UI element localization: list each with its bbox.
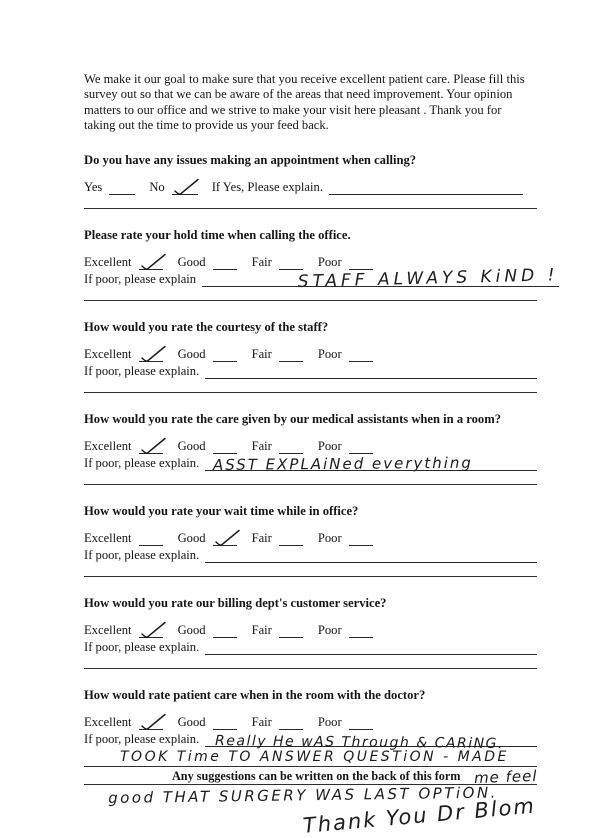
rating-option-excellent: [84, 254, 163, 270]
rating-option-label: Good: [177, 530, 206, 545]
rating-option-label: Poor: [317, 622, 342, 637]
rating-option-poor: [318, 714, 373, 730]
checkmark-icon: [140, 345, 167, 364]
explain-blank[interactable]: [205, 453, 537, 474]
handwritten-response: STAFF ALWAYS KiND !: [297, 264, 559, 292]
rating-blank-poor[interactable]: [349, 440, 373, 454]
question-hold-time: [84, 227, 559, 301]
question-doctor: [84, 688, 537, 838]
explain-label: If poor, please explain: [84, 271, 197, 286]
explain-label: If poor, please explain.: [84, 547, 200, 562]
explain-blank[interactable]: [205, 641, 537, 655]
section-divider: [84, 208, 537, 209]
section-divider: [84, 576, 537, 577]
explain-blank[interactable]: [205, 365, 537, 379]
q1-answer-row: [84, 179, 537, 195]
rating-blank-fair[interactable]: [279, 256, 303, 270]
rating-option-label: Excellent: [84, 438, 132, 453]
checkmark-icon: [140, 253, 167, 272]
checkmark-icon: [173, 178, 200, 197]
rating-option-label: Excellent: [84, 346, 132, 361]
rating-row: [84, 438, 537, 454]
question-medical-assistants: [84, 412, 537, 485]
rating-row: [84, 530, 537, 546]
explain-row: [84, 731, 537, 752]
rating-option-label: Good: [177, 346, 206, 361]
rating-blank-excellent[interactable]: [139, 348, 163, 362]
rating-option-label: Good: [177, 714, 206, 729]
question-heading: How would you rate your wait time while in office?: [84, 503, 359, 518]
section-divider: [84, 300, 537, 301]
rating-option-label: Fair: [251, 530, 272, 545]
rating-option-good: [178, 622, 237, 638]
explain-blank[interactable]: [329, 181, 523, 195]
rating-option-poor: [318, 530, 373, 546]
rating-option-label: Good: [177, 438, 206, 453]
handwritten-response: Really He wAS Through & CARiNG.: [215, 732, 505, 752]
explain-row: [84, 264, 559, 292]
rating-blank-poor[interactable]: [349, 348, 373, 362]
rating-option-excellent: [84, 622, 163, 638]
rating-option-label: Poor: [317, 346, 342, 361]
rating-option-label: Excellent: [84, 714, 132, 729]
checkmark-icon: [140, 713, 167, 732]
question-appointment: [84, 153, 537, 209]
question-heading: Do you have any issues making an appointment when calling?: [84, 152, 417, 167]
rating-blank-poor[interactable]: [349, 716, 373, 730]
explain-blank[interactable]: [202, 264, 559, 292]
rating-option-label: Good: [177, 254, 206, 269]
rating-option-label: Poor: [317, 714, 342, 729]
question-heading: Please rate your hold time when calling the office.: [84, 227, 351, 242]
rating-option-fair: [252, 438, 303, 454]
rating-blank-good[interactable]: [213, 716, 237, 730]
checkmark-icon: [140, 621, 167, 640]
rating-option-label: Fair: [251, 346, 272, 361]
question-wait-time: [84, 504, 537, 577]
rating-blank-poor[interactable]: [349, 624, 373, 638]
rating-blank-excellent[interactable]: [139, 256, 163, 270]
rating-blank-good[interactable]: [213, 348, 237, 362]
rating-option-label: Poor: [317, 530, 342, 545]
section-divider: [84, 668, 537, 669]
question-heading: How would you rate the courtesy of the staff?: [84, 319, 329, 334]
rating-option-good: [178, 254, 237, 270]
rating-option-excellent: [84, 438, 163, 454]
handwritten-footer-line: good THAT SURGERY WAS LAST OPTiON.: [108, 783, 498, 807]
rating-option-poor: [318, 438, 373, 454]
rating-option-excellent: [84, 530, 163, 546]
explain-label: If poor, please explain.: [84, 639, 200, 654]
section-divider: [84, 484, 537, 485]
rating-blank-good[interactable]: [213, 256, 237, 270]
rating-blank-good[interactable]: [213, 624, 237, 638]
rating-option-label: Excellent: [84, 254, 132, 269]
rating-option-good: [178, 438, 237, 454]
question-billing: [84, 596, 537, 669]
rating-blank-excellent[interactable]: [139, 440, 163, 454]
no-label: No: [149, 179, 165, 194]
rating-blank-fair[interactable]: [279, 532, 303, 546]
explain-label: If poor, please explain.: [84, 363, 200, 378]
rating-blank-fair[interactable]: [279, 348, 303, 362]
rating-option-label: Poor: [317, 438, 342, 453]
rating-option-poor: [318, 346, 373, 362]
rating-row: [84, 714, 537, 730]
rating-blank-excellent[interactable]: [139, 532, 163, 546]
rating-option-good: [178, 714, 237, 730]
rating-option-good: [178, 530, 237, 546]
rating-option-excellent: [84, 346, 163, 362]
rating-blank-fair[interactable]: [279, 716, 303, 730]
handwritten-response: ASST EXPLAiNed everything: [213, 453, 474, 474]
explain-row: [84, 547, 537, 563]
rating-option-label: Excellent: [84, 622, 132, 637]
rating-blank-excellent[interactable]: [139, 624, 163, 638]
rating-blank-fair[interactable]: [279, 624, 303, 638]
explain-label: If poor, please explain.: [84, 455, 200, 470]
rating-option-fair: [252, 714, 303, 730]
rating-option-fair: [252, 254, 303, 270]
rating-blank-good[interactable]: [213, 440, 237, 454]
rating-option-good: [178, 346, 237, 362]
rating-option-label: Fair: [251, 254, 272, 269]
checkmark-icon: [140, 437, 167, 456]
no-blank[interactable]: [172, 181, 198, 195]
question-courtesy: [84, 320, 537, 393]
suggestions-row: [84, 768, 537, 785]
rating-blank-fair[interactable]: [279, 440, 303, 454]
question-heading: How would you rate the care given by our medical assistants when in a room?: [84, 411, 502, 426]
rating-row: [84, 622, 537, 638]
handwritten-response-line2: TOOK Time TO ANSWER QUESTiON - MADE: [120, 748, 509, 765]
rating-option-fair: [252, 622, 303, 638]
rating-blank-poor[interactable]: [349, 256, 373, 270]
rating-blank-excellent[interactable]: [139, 716, 163, 730]
rating-option-label: Fair: [251, 438, 272, 453]
signature: Thank You Dr Blom: [302, 793, 537, 838]
question-heading: How would you rate our billing dept's customer service?: [84, 595, 387, 610]
explain-label: If poor, please explain.: [84, 731, 200, 746]
handwritten-inline: me feel: [474, 766, 539, 787]
rating-blank-poor[interactable]: [349, 532, 373, 546]
rating-option-fair: [252, 346, 303, 362]
explain-row: [84, 363, 537, 379]
rating-option-label: Good: [177, 622, 206, 637]
explain-blank[interactable]: [205, 732, 537, 752]
rating-option-label: Poor: [317, 254, 342, 269]
section-divider: [84, 392, 537, 393]
rating-option-fair: [252, 530, 303, 546]
rating-option-poor: [318, 254, 373, 270]
explain-label: If Yes, Please explain.: [211, 179, 323, 194]
rating-option-poor: [318, 622, 373, 638]
explain-blank[interactable]: [205, 549, 537, 563]
suggestions-note: Any suggestions can be written on the back of this form: [172, 768, 461, 783]
explain-row: [84, 639, 537, 655]
intro-paragraph: We make it our goal to make sure that you receive excellent patient care. Please fill this survey out so that we can be aware of the areas that need improvement. Your opinion matters to our office and we strive to make your visit here pleasant . Thank you for taking out the time to provide us your feed back.: [84, 72, 525, 133]
rating-row: [84, 346, 537, 362]
checkmark-icon: [214, 529, 241, 548]
rating-option-label: Fair: [251, 622, 272, 637]
yes-blank[interactable]: [109, 181, 135, 195]
rating-option-excellent: [84, 714, 163, 730]
question-heading: How would rate patient care when in the room with the doctor?: [84, 687, 426, 702]
rating-blank-good[interactable]: [213, 532, 237, 546]
yes-label: Yes: [84, 179, 103, 194]
explain-row: [84, 453, 537, 474]
rating-option-label: Excellent: [84, 530, 132, 545]
explain-continuation-line[interactable]: [84, 749, 537, 767]
rating-option-label: Fair: [251, 714, 272, 729]
